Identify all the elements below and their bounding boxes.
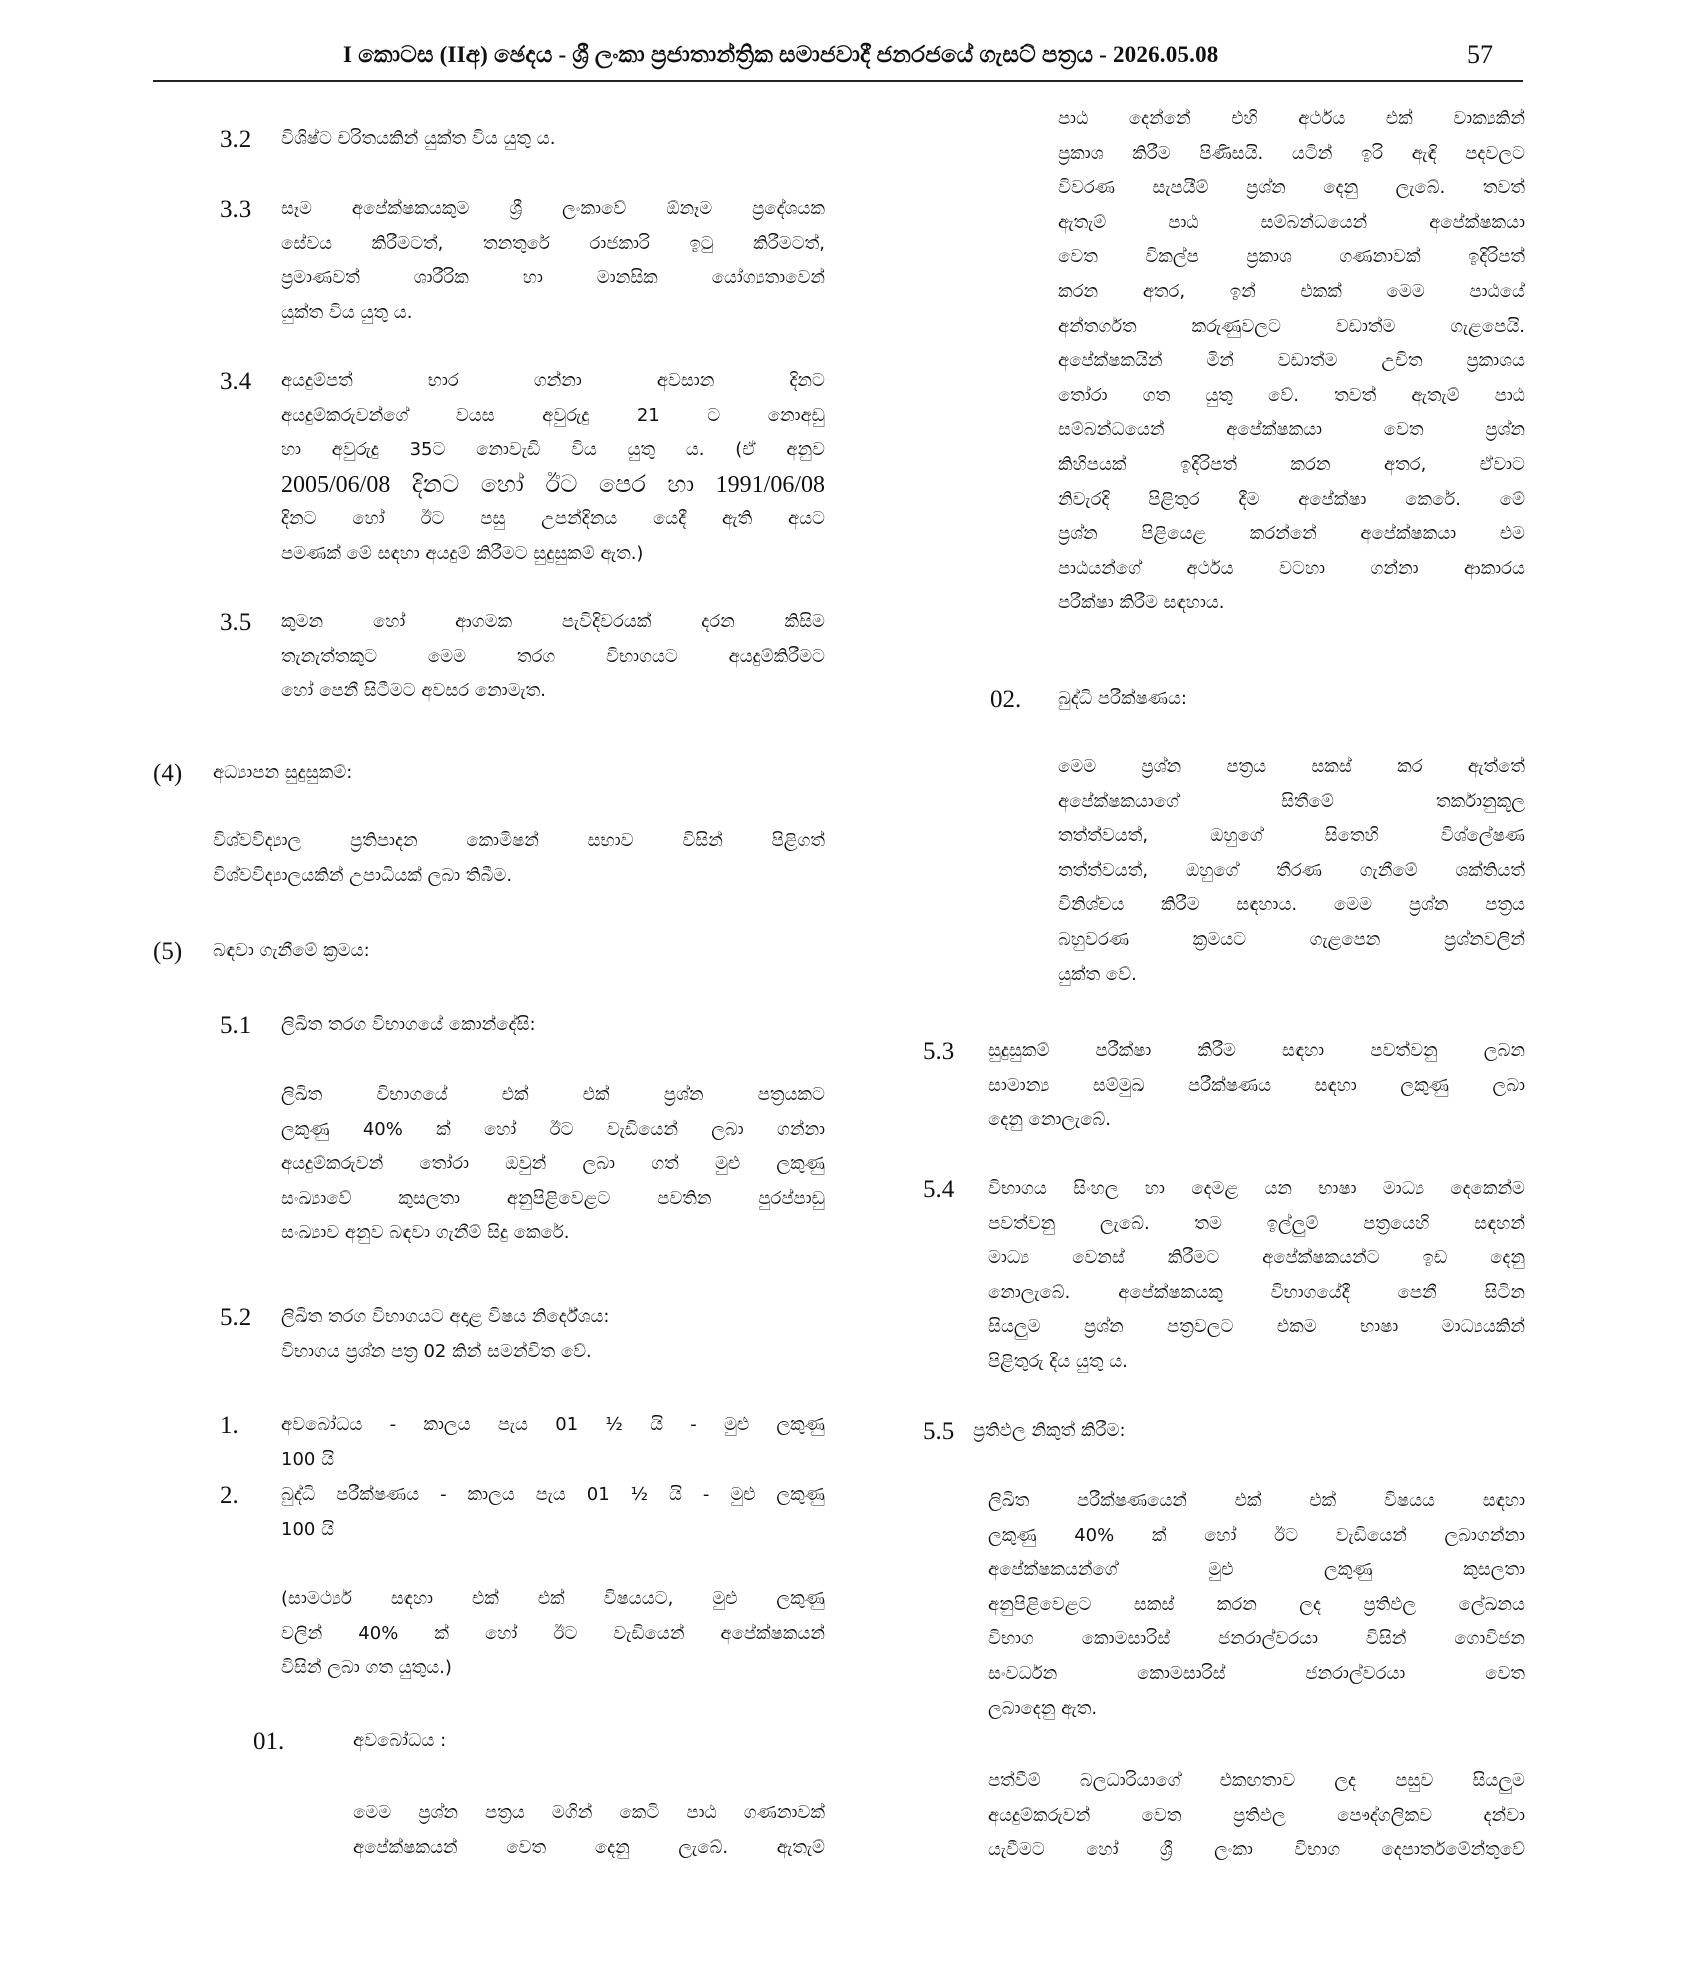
page-header: [153, 38, 1523, 78]
section-number: (4): [153, 760, 183, 787]
section-text: කුමන හෝ ආගමක පැවිදිවරයක් දරන කිසිම තැනැත්තකුට මෙම තරග විභාගයට අයදුම්කිරීමට හෝ පෙනී සිටීමට අවසර නොමැත.: [281, 611, 825, 702]
item-number: 1.: [220, 1412, 239, 1439]
section-number: 5.4: [923, 1176, 955, 1203]
header-rule: [153, 80, 1523, 82]
section-text: ලිඛිත විභාගයේ එක් එක් ප්‍රශ්න පත්‍රයකට ලකුණු 40% ක් හෝ ඊට වැඩියෙන් ලබා ගන්නා අයදුම්කරුවන් තෝරා ඔවුන් ලබා ගත් මුළු ලකුණු සංඛ්‍යාවේ කුසලතා අනුපිළිවෙළට පවතින පුරප්පාඩු සංඛ්‍යාව අනුව බඳවා ගැනීම් සිදු කෙරේ.: [281, 1084, 825, 1244]
gazette-title: I කොටස (IIඅ) ඡෙදය - ශ්‍රී ලංකා ප්‍රජාතාන්ත්‍රික සමාජවාදී ජනරජයේ ගැසට් පත්‍රය - 2026.05.08: [343, 42, 1219, 67]
section-number: 3.4: [220, 368, 252, 395]
section-heading: ලිඛිත තරග විභාගයේ කොන්දේසි:: [281, 1014, 536, 1035]
section-number: 5.3: [923, 1038, 955, 1065]
section-heading: බුද්ධි පරීක්ෂණය:: [1058, 688, 1188, 709]
section-heading: අධ්‍යාපන සුදුසුකම්:: [213, 762, 353, 783]
section-number: (5): [153, 938, 183, 965]
section-text: විශ්වවිද්‍යාල ප්‍රතිපාදන කොමිෂන් සභාව විසින් පිළිගත් විශ්වවිද්‍යාලයකින් උපාධියක් ලබා තිබීම.: [213, 830, 825, 886]
section-text: ලිඛිත පරීක්ෂණයෙන් එක් එක් විෂයය සඳහා ලකුණු 40% ක් හෝ ඊට වැඩියෙන් ලබාගන්නා අපේක්ෂකයන්ගේ මුළු ලකුණු කුසලතා අනුපිළිවෙළට සකස් කරන ලද ප්‍රතිඵල ලේඛනය විභාග කොමසාරිස් ජනරාල්වරයා විසින් ගොවිජන සංවර්ධන කොමසාරිස් ජනරාල්වරයා වෙත ලබාදෙනු ඇත.: [988, 1490, 1525, 1719]
section-number: 5.1: [220, 1012, 252, 1039]
section-text: සෑම අපේක්ෂකයකුම ශ්‍රී ලංකාවේ ඕනෑම ප්‍රදේශයක සේවය කිරීමටත්, තනතුරේ රාජකාරි ඉටු කිරීමටත්, ප්‍රමාණවත් ශාරීරික හා මානසික යෝග්‍යතාවෙන් යුක්ත විය යුතු ය.: [281, 198, 825, 323]
section-text: මෙම ප්‍රශ්න පත්‍රය සකස් කර ඇත්තේ අපේක්ෂකයාගේ සිතීමේ තර්කානුකූල තත්ත්වයත්, ඔහුගේ සිතෙහි විශ්ලේෂණ තත්ත්වයත්, ඔහුගේ තීරණ ගැනීමේ ශක්තියත් විනිශ්චය කිරීම සඳහාය. මෙම ප්‍රශ්න පත්‍රය බහුවරණ ක්‍රමයට ගැළපෙන ප්‍රශ්නවලින් යුක්ත වේ.: [1058, 756, 1525, 985]
section-text: සුදුසුකම් පරීක්ෂා කිරීම සඳහා පවත්වනු ලබන සාමාන්‍ය සම්මුඛ පරීක්ෂණය සඳහා ලකුණු ලබා දෙනු නොලැබේ.: [988, 1040, 1525, 1131]
section-heading: බඳවා ගැනීමේ ක්‍රමය:: [213, 940, 370, 961]
section-text: මෙම ප්‍රශ්න පත්‍රය මගින් කෙටි පාඨ ගණනාවක් අපේක්ෂකයන් වෙත දෙනු ලැබේ. ඇතැම්: [353, 1802, 825, 1858]
section-number: 5.5: [923, 1418, 955, 1445]
section-number: 3.2: [220, 126, 252, 153]
section-text: අයදුම්පත් භාර ගන්නා අවසාන දිනට අයදුම්කරුවන්ගේ වයස අවුරුදු 21 ට නොඅඩු හා අවුරුදු 35ට නොවැඩි විය යුතු ය. (ඒ අනුව 2005/06/08 දිනට හෝ ඊට පෙර හා 1991/06/08 දිනට හෝ ඊට පසු උපන්දිනය යෙදී ඇති අයට පමණක් මේ සඳහා අයදුම් කිරීමට සුදුසුකම් ඇත.): [281, 370, 825, 564]
section-text: පාඨ දෙන්නේ එහි අර්ථය එක් වාක්‍යකින් ප්‍රකාශ කිරීම පිණිසයි. යටින් ඉරි ඇඳි පදවලට විවරණ සැපයීම් ප්‍රශ්න දෙනු ලැබේ. තවත් ඇතැම් පාඨ සම්බන්ධයෙන් අපේක්ෂකයා වෙත විකල්ප ප්‍රකාශ ගණනාවක් ඉදිරිපත් කරන අතර, ඉන් එකක් මෙම පාඨයේ අන්තර්ගත කරුණුවලට වඩාත්ම ගැළපෙයි. අපේක්ෂකයින් මින් වඩාත්ම උචිත ප්‍රකාශය තෝරා ගත යුතු වේ. තවත් ඇතැම් පාඨ සම්බන්ධයෙන් අපේක්ෂකයා වෙත ප්‍රශ්න කිහිපයක් ඉදිරිපත් කරන අතර, ඒවාට නිවැරදි පිළිතුර දීම අපේක්ෂා කෙරේ. මේ ප්‍රශ්න පිළියෙළ කරන්නේ අපේක්ෂකයා එම පාඨයන්ගේ අර්ථය වටහා ගන්නා ආකාරය පරීක්ෂා කිරීම සඳහාය.: [1058, 108, 1525, 614]
section-number: 5.2: [220, 1304, 252, 1331]
paragraph-text: පත්වීම් බලධාරියාගේ එකඟතාව ලද පසුව සියලුම අයදුම්කරුවන් වෙත ප්‍රතිඵල පෞද්ගලිකව දන්වා යැවීමට හෝ ශ්‍රී ලංකා විභාග දෙපාර්තමේන්තුවේ: [988, 1770, 1525, 1861]
page-number: 57: [1467, 40, 1493, 69]
note-text: (සාමර්ථ්‍ය සඳහා එක් එක් විෂයයට, මුළු ලකුණු වලින් 40% ක් හෝ ඊට වැඩියෙන් අපේක්ෂකයන් විසින් ලබා ගත යුතුය.): [281, 1588, 825, 1679]
section-text: විභාගය සිංහල හා දෙමළ යන භාෂා මාධ්‍ය දෙකෙන්ම පවත්වනු ලැබේ. තම ඉල්ලුම් පත්‍රයෙහි සඳහන් මාධ්‍ය වෙනස් කිරීමට අපේක්ෂකයන්ට ඉඩ දෙනු නොලැබේ. අපේක්ෂකයකු විභාගයේදී පෙනී සිටින සියලුම ප්‍රශ්න පත්‍රවලට එකම භාෂා මාධ්‍යයකින් පිළිතුරු දිය යුතු ය.: [988, 1178, 1525, 1372]
item-number: 02.: [990, 686, 1022, 713]
section-text: ලිඛිත තරග විභාගයට අදාළ විෂය නිර්දේශය: විභාගය ප්‍රශ්න පත්‍ර 02 කින් සමන්විත වේ.: [281, 1306, 610, 1362]
section-number: 3.3: [220, 196, 252, 223]
section-heading: ප්‍රතිඵල නිකුත් කිරීම:: [973, 1420, 1126, 1441]
item-number: 01.: [253, 1728, 285, 1755]
section-text: විශිෂ්ට චරිතයකින් යුක්ත විය යුතු ය.: [281, 128, 556, 149]
item-text: බුද්ධි පරීක්ෂණය - කාලය පැය 01 ½ යි - මුළු ලකුණු 100 යි: [281, 1484, 825, 1540]
section-heading: අවබෝධය :: [353, 1730, 447, 1751]
item-text: අවබෝධය - කාලය පැය 01 ½ යි - මුළු ලකුණු 100 යි: [281, 1414, 825, 1470]
section-number: 3.5: [220, 609, 252, 636]
item-number: 2.: [220, 1482, 239, 1509]
